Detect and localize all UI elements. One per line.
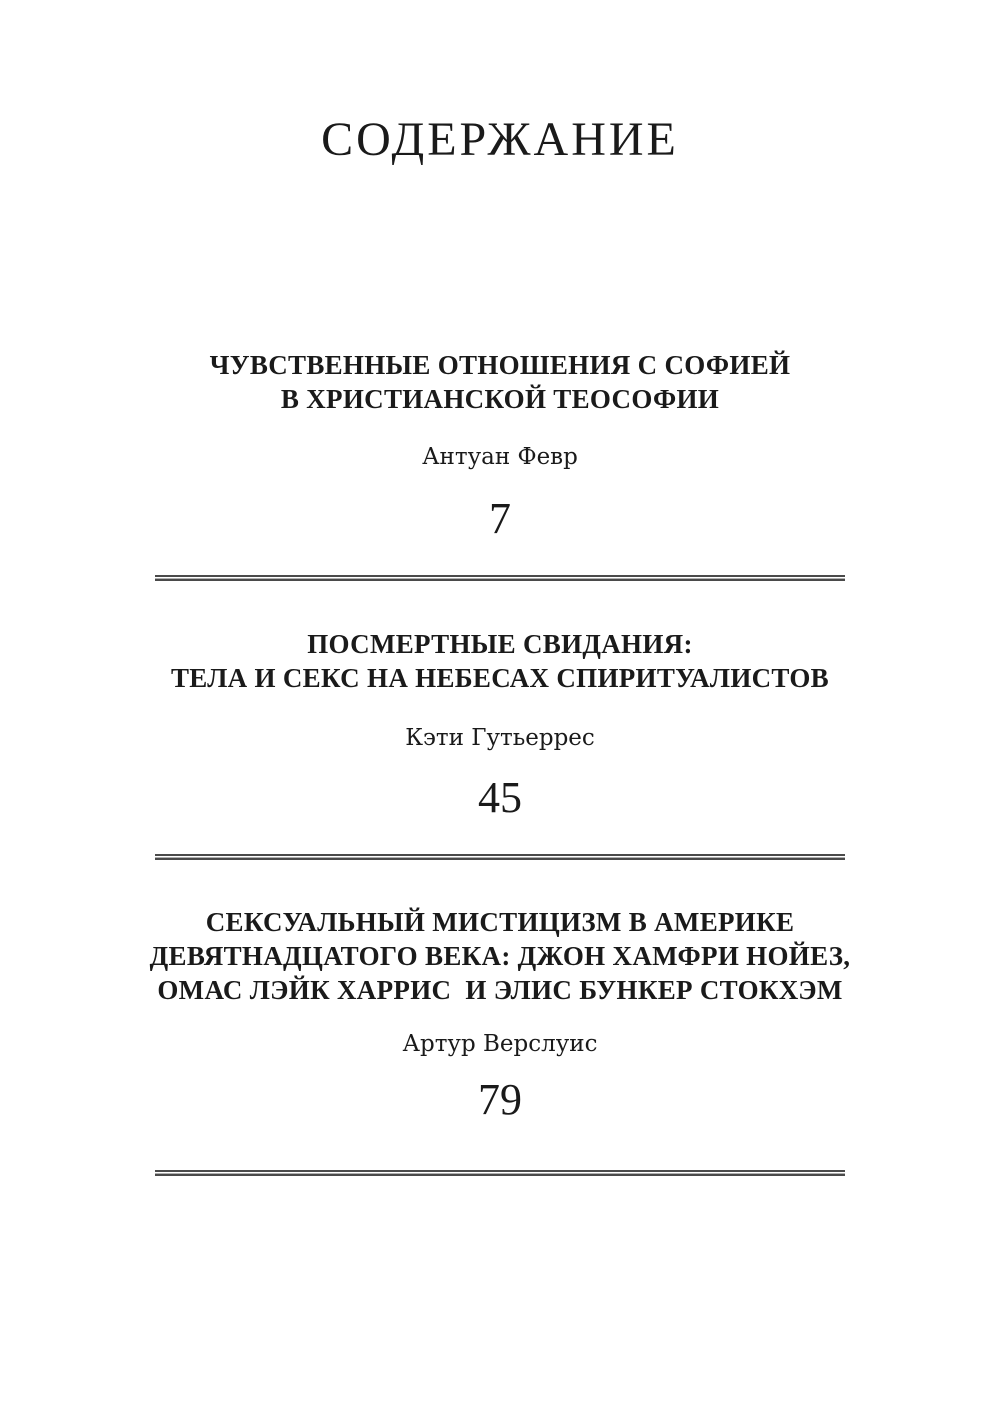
entry-page-number: 45 (478, 773, 522, 822)
entry-title-line: ТЕЛА И СЕКС НА НЕБЕСАХ СПИРИТУАЛИСТОВ (170, 663, 829, 693)
entry-author: Артур Верслуис (402, 1031, 598, 1057)
entry-title-line: ЧУВСТВЕННЫЕ ОТНОШЕНИЯ С СОФИЕЙ (209, 350, 791, 380)
entry-title (0, 905, 1000, 1007)
entry-title (0, 348, 1000, 416)
toc-entry[interactable] (0, 348, 1000, 544)
section-divider (155, 575, 845, 581)
entry-title (0, 627, 1000, 695)
entry-page-number: 79 (478, 1075, 522, 1124)
entry-page-number: 7 (489, 494, 511, 543)
entry-title-line: СЕКСУАЛЬНЫЙ МИСТИЦИЗМ В АМЕРИКЕ (205, 907, 795, 937)
entry-title-line: В ХРИСТИАНСКОЙ ТЕОСОФИИ (280, 384, 720, 414)
page-title: СОДЕРЖАНИЕ (321, 113, 679, 166)
toc-entry[interactable] (0, 905, 1000, 1125)
entry-title-line: ДЕВЯТНАДЦАТОГО ВЕКА: ДЖОН ХАМФРИ НОЙЕЗ, (149, 941, 851, 971)
entry-title-line: ПОСМЕРТНЫЕ СВИДАНИЯ: (307, 629, 693, 659)
entry-author: Антуан Февр (422, 444, 578, 470)
toc-entry[interactable] (0, 627, 1000, 823)
entry-author: Кэти Гутьеррес (405, 725, 595, 751)
section-divider (155, 854, 845, 860)
entry-title-line: ОМАС ЛЭЙК ХАРРИС И ЭЛИС БУНКЕР СТОКХЭМ (157, 975, 843, 1005)
section-divider (155, 1170, 845, 1176)
